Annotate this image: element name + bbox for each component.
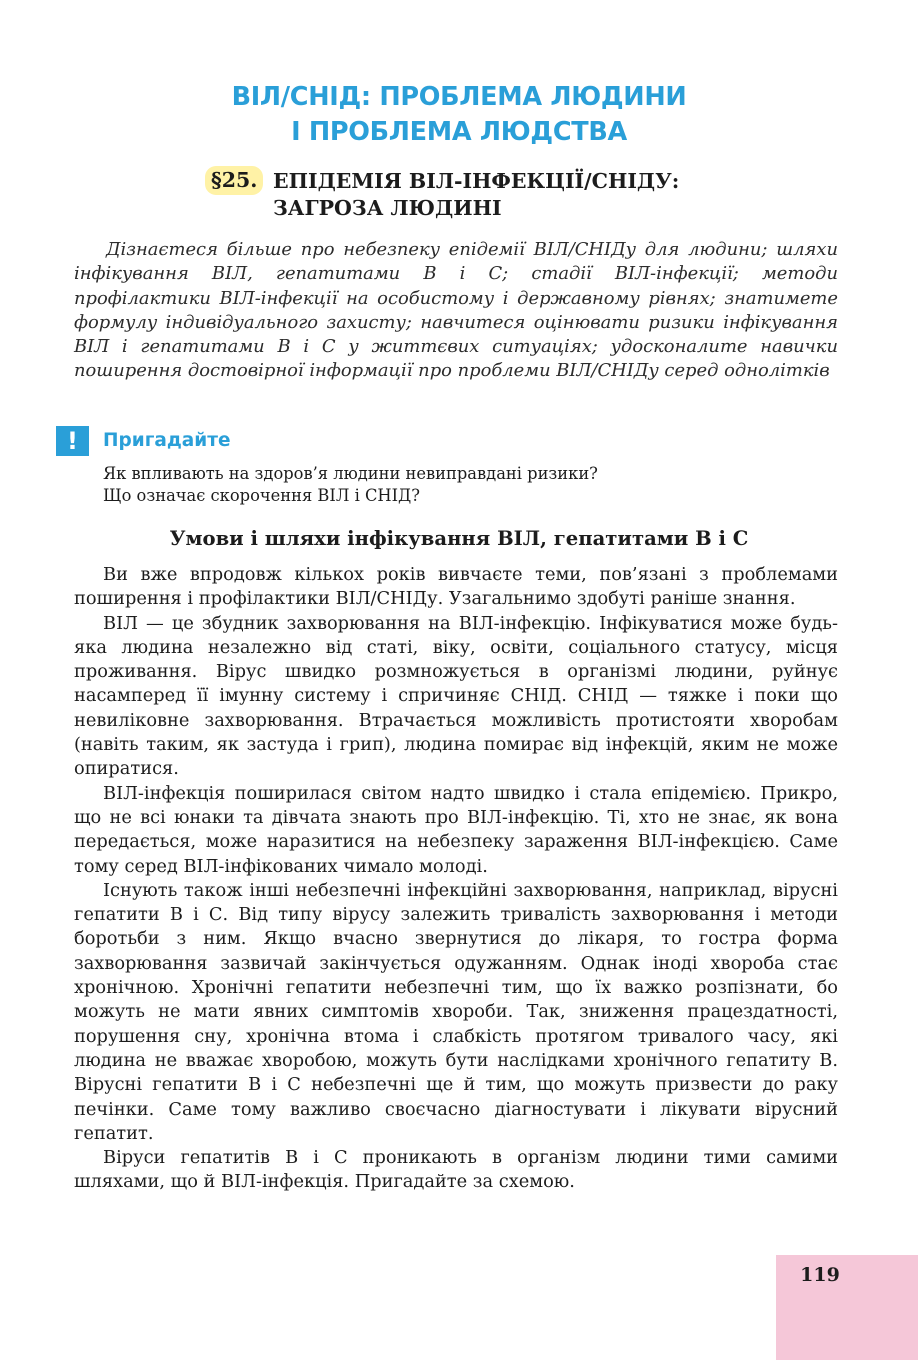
body-paragraph: Існують також інші небезпечні інфекційні захворювання, наприклад, вірусні гепатити В і С. Від типу вірусу залежить тривалість захворювання і методи боротьби з ним. Якщо вчасно звернутися до лікаря, то гостра форма захворювання зазвичай закінчується одужанням. Однак іноді хвороба стає хронічною. Хронічні гепатити небезпечні тим, що їх важко розпізнати, бо можуть не мати явних симптомів хвороби. Так, зниження працездатності, порушення сну, хронічна втома і слабкість протягом тривалого часу, які людина не вважає хворобою, можуть бути наслідками хронічного гепатиту В. Вірусні гепатити В і С небезпечні ще й тим, що можуть призвести до раку печінки. Саме тому важливо своєчасно діагностувати і лікувати вірусний гепатит. xyxy=(74,879,838,1144)
intro-text xyxy=(74,238,838,384)
paragraph-title xyxy=(273,168,833,222)
paragraph-number-badge: §25. xyxy=(205,166,263,195)
recall-question: Як впливають на здоров’я людини невиправдані ризики? xyxy=(103,464,598,483)
body-paragraph: Віруси гепатитів В і С проникають в організм людини тими самими шляхами, що й ВІЛ-інфекція. Пригадайте за схемою. xyxy=(74,1147,838,1193)
intro-paragraph: Дізнаєтеся більше про небезпеку епідемії ВІЛ/СНІДу для людини; шляхи інфікування ВІЛ, гепатитами В і С; стадії ВІЛ-інфекції; методи профілактики ВІЛ-інфекції на особистому і державному рівнях; знатимете формулу індивідуального захисту; навчитеся оцінювати ризики інфікування ВІЛ і гепатитами В і С у життєвих ситуаціях; удосконалите навички поширення достовірної інформації про проблеми ВІЛ/СНІДу серед однолітків xyxy=(74,239,838,382)
chapter-title-line-1: ВІЛ/СНІД: ПРОБЛЕМА ЛЮДИНИ xyxy=(231,82,687,112)
body-paragraph: ВІЛ — це збудник захворювання на ВІЛ-інфекцію. Інфікуватися може будь-яка людина незалежно від статі, віку, освіти, соціального статусу, місця проживання. Вірус швидко розмножується в організмі людини, руйнує насамперед її імунну систему і спричиняє СНІД. СНІД — тяжке і поки що невиліковне захворювання. Втрачається можливість протистояти хворобам (навіть таким, як застуда і грип), людина помирає від інфекцій, яким не може опиратися. xyxy=(74,612,838,780)
body-text xyxy=(74,563,838,1195)
recall-label: Пригадайте xyxy=(103,430,231,451)
paragraph-title-line-2: ЗАГРОЗА ЛЮДИНІ xyxy=(273,196,502,220)
recall-question: Що означає скорочення ВІЛ і СНІД? xyxy=(103,486,421,505)
chapter-title xyxy=(0,80,918,150)
exclamation-icon: ! xyxy=(56,426,89,456)
body-paragraph: ВІЛ-інфекція поширилася світом надто швидко і стала епідемією. Прикро, що не всі юнаки та дівчата знають про ВІЛ-інфекцію. Ті, хто не знає, як вона передається, може наразитися на небезпеку зараження ВІЛ-інфекцією. Саме тому серед ВІЛ-інфікованих чимало молоді. xyxy=(74,782,838,877)
chapter-title-line-2: І ПРОБЛЕМА ЛЮДСТВА xyxy=(291,117,627,147)
section-heading: Умови і шляхи інфікування ВІЛ, гепатитами В і С xyxy=(169,527,749,550)
paragraph-title-line-1: ЕПІДЕМІЯ ВІЛ-ІНФЕКЦІЇ/СНІДУ: xyxy=(273,169,680,193)
page-number: 119 xyxy=(800,1264,840,1286)
body-paragraph: Ви вже впродовж кількох років вивчаєте теми, пов’язані з проблемами поширення і профілактики ВІЛ/СНІДу. Узагальнимо здобуті раніше знання. xyxy=(74,564,838,610)
